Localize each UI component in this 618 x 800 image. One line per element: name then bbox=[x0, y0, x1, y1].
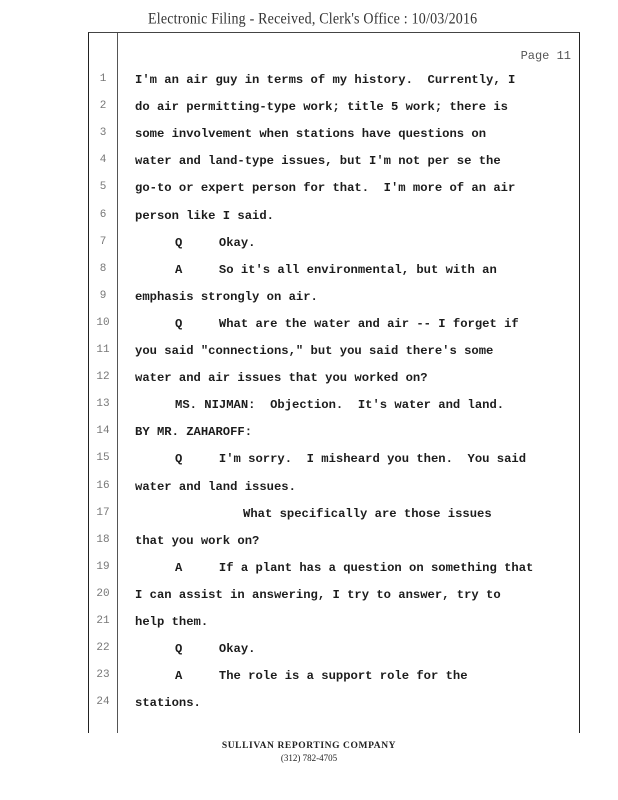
line-text: some involvement when stations have questions on bbox=[135, 127, 487, 142]
line-text: A So it's all environmental, but with an bbox=[175, 262, 497, 277]
page-number: Page 11 bbox=[520, 49, 571, 63]
line-text: help them. bbox=[135, 615, 209, 629]
line-text: Q I'm sorry. I misheard you then. You said bbox=[175, 452, 527, 467]
line-number: 16 bbox=[96, 479, 110, 492]
transcript-line bbox=[89, 371, 579, 391]
transcript-line bbox=[89, 588, 579, 608]
transcript-line bbox=[89, 154, 579, 174]
transcript-line bbox=[89, 236, 579, 256]
transcript-line bbox=[89, 615, 579, 635]
transcript-line bbox=[89, 480, 579, 500]
transcript-line bbox=[89, 73, 579, 93]
transcript-line bbox=[89, 290, 579, 310]
line-text: I can assist in answering, I try to answer, try to bbox=[135, 587, 501, 602]
line-text: you said "connections," but you said there's some bbox=[135, 344, 494, 358]
line-text: What specifically are those issues bbox=[243, 506, 492, 521]
line-number: 5 bbox=[99, 181, 107, 194]
line-text: Q Okay. bbox=[175, 642, 256, 657]
line-number: 19 bbox=[96, 560, 110, 573]
reporting-company-phone: (312) 782-4705 bbox=[280, 753, 338, 763]
transcript-line bbox=[89, 561, 579, 581]
line-text: I'm an air guy in terms of my history. Currently, I bbox=[135, 73, 516, 87]
line-number: 3 bbox=[99, 127, 107, 140]
transcript-line bbox=[89, 344, 579, 364]
line-text: A The role is a support role for the bbox=[175, 669, 468, 684]
line-text: water and land-type issues, but I'm not per se the bbox=[135, 154, 501, 169]
transcript-line bbox=[89, 209, 579, 229]
reporting-company-name: SULLIVAN REPORTING COMPANY bbox=[221, 741, 397, 751]
line-number: 11 bbox=[96, 344, 110, 356]
line-text: Q Okay. bbox=[175, 235, 256, 250]
line-number: 1 bbox=[99, 73, 107, 85]
line-number: 22 bbox=[96, 642, 110, 655]
transcript-line bbox=[89, 669, 579, 689]
line-number: 12 bbox=[96, 371, 110, 384]
line-number: 4 bbox=[99, 154, 107, 167]
line-number: 15 bbox=[96, 452, 110, 465]
line-number: 7 bbox=[99, 235, 107, 248]
transcript-line bbox=[89, 452, 579, 472]
line-text: A If a plant has a question on something that bbox=[175, 560, 534, 575]
transcript-line bbox=[89, 127, 579, 147]
line-number: 9 bbox=[99, 289, 107, 302]
transcript-line bbox=[89, 642, 579, 662]
transcript-line bbox=[89, 263, 579, 283]
line-number: 13 bbox=[96, 398, 110, 411]
line-text: water and air issues that you worked on? bbox=[135, 371, 428, 386]
line-number: 20 bbox=[96, 587, 110, 600]
line-text: that you work on? bbox=[135, 533, 260, 548]
line-number: 2 bbox=[99, 100, 107, 113]
line-text: stations. bbox=[135, 696, 201, 711]
line-number: 23 bbox=[96, 669, 110, 682]
line-text: Q What are the water and air -- I forget if bbox=[175, 316, 519, 331]
transcript-line bbox=[89, 181, 579, 201]
line-number: 10 bbox=[96, 316, 110, 329]
line-text: BY MR. ZAHAROFF: bbox=[135, 425, 253, 440]
transcript-line bbox=[89, 696, 579, 716]
transcript-line bbox=[89, 317, 579, 337]
transcript-line bbox=[89, 100, 579, 120]
transcript-line bbox=[89, 507, 579, 527]
line-number: 21 bbox=[96, 615, 110, 627]
line-number: 24 bbox=[96, 696, 110, 709]
line-number: 8 bbox=[99, 262, 107, 275]
transcript-line bbox=[89, 398, 579, 418]
line-text: go-to or expert person for that. I'm more of an air bbox=[135, 181, 516, 196]
transcript-page bbox=[88, 32, 580, 733]
line-text: do air permitting-type work; title 5 work; there is bbox=[135, 100, 508, 115]
line-number: 6 bbox=[99, 208, 107, 221]
line-number: 18 bbox=[96, 533, 110, 546]
line-number: 17 bbox=[96, 506, 110, 519]
line-text: emphasis strongly on air. bbox=[135, 289, 318, 304]
transcript-line bbox=[89, 425, 579, 445]
line-text: water and land issues. bbox=[135, 479, 296, 494]
line-text: person like I said. bbox=[135, 208, 274, 223]
filing-stamp: Electronic Filing - Received, Clerk's Office : 10/03/2016 bbox=[148, 10, 478, 29]
transcript-line bbox=[89, 534, 579, 554]
line-number: 14 bbox=[96, 425, 110, 438]
line-text: MS. NIJMAN: Objection. It's water and land. bbox=[175, 398, 505, 413]
